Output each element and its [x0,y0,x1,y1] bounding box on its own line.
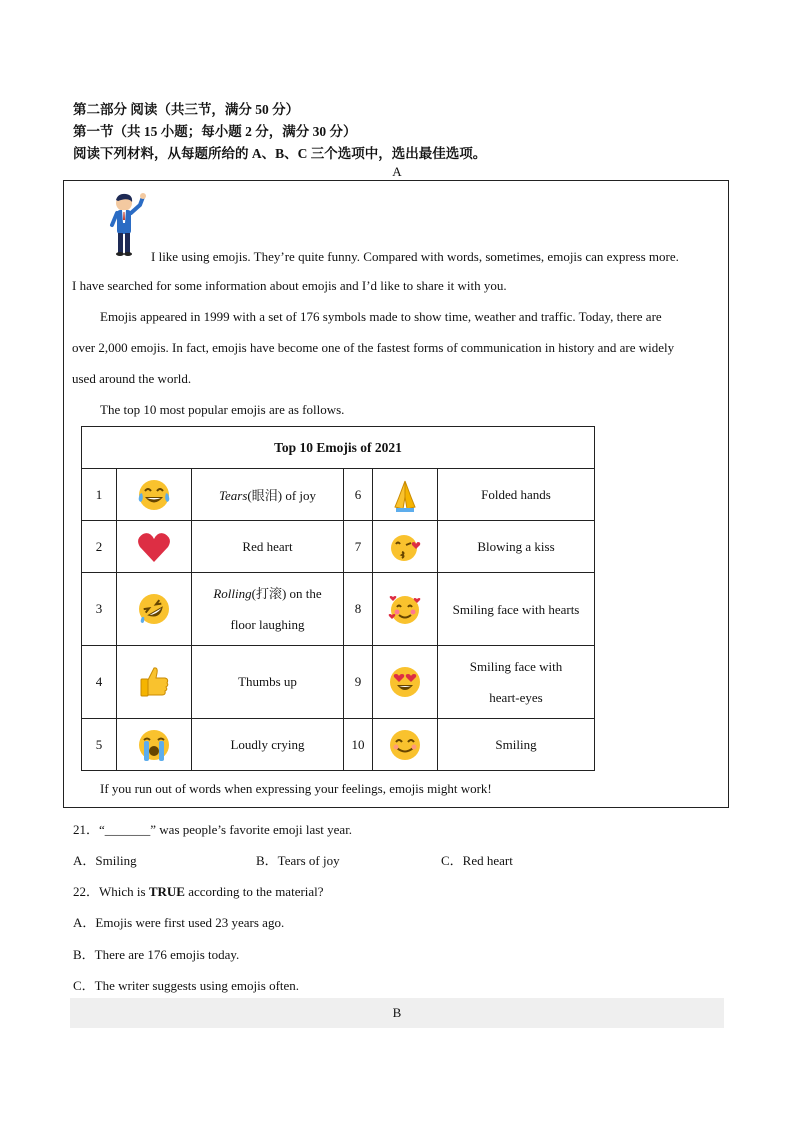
rank-cell: 6 [344,469,373,521]
rank-cell: 3 [82,573,117,646]
question-21-stem: 21．“_______” was people’s favorite emoji last year. [73,822,353,837]
para2-line1: Emojis appeared in 1999 with a set of 176 symbols made to show time, weather and traffic. Today, there are [100,309,662,324]
emoji-name-cell: Red heart [192,521,344,573]
emoji-name-cell: Smiling [438,719,595,771]
section-heading: 第一节（共 15 小题；每小题 2 分，满分 30 分） [73,124,357,139]
top-emojis-table [81,426,595,771]
table-caption: Top 10 Emojis of 2021 [82,427,595,469]
icon-cell [373,521,438,573]
rank-cell: 9 [344,646,373,719]
rank-cell: 7 [344,521,373,573]
loudly-crying-icon [136,727,172,763]
rank-cell: 10 [344,719,373,771]
icon-cell [373,469,438,521]
q21-option-b[interactable]: B．Tears of joy [256,853,340,868]
emoji-name-cell: Smiling face with hearts [438,573,595,646]
stem-post: according to the material? [184,884,324,899]
icon-cell [117,573,192,646]
rolling-floor-laughing-icon [136,591,172,627]
name-rest: (眼泪) of joy [247,488,317,503]
table-row [82,719,595,771]
emoji-name-cell [192,573,344,646]
passage-a-letter: A [392,164,402,179]
icon-cell [373,646,438,719]
tears-of-joy-icon [136,477,172,513]
part-heading: 第二部分 阅读（共三节，满分 50 分） [73,102,300,117]
icon-cell [117,521,192,573]
q22-option-c[interactable]: C．The writer suggests using emojis often. [73,978,300,993]
para1-line2: I have searched for some information about emojis and I’d like to share it with you. [72,278,507,293]
q22-option-a[interactable]: A．Emojis were first used 23 years ago. [73,915,285,930]
q21-option-c[interactable]: C．Red heart [441,853,513,868]
thumbs-up-icon [136,664,172,700]
q22-option-b[interactable]: B．There are 176 emojis today. [73,947,240,962]
smiling-face-hearts-icon [387,591,423,627]
icon-cell [117,719,192,771]
rank-cell: 5 [82,719,117,771]
emoji-name-cell [192,469,344,521]
passage-a-box [63,180,729,808]
q21-option-a[interactable]: A．Smiling [73,853,137,868]
icon-cell [373,719,438,771]
closing-line: If you run out of words when expressing your feelings, emojis might work! [100,781,492,796]
passage-b-letter: B [70,998,724,1028]
rank-cell: 8 [344,573,373,646]
table-row [82,521,595,573]
blowing-kiss-icon [387,529,423,565]
stem-pre: 22．Which is [73,884,149,899]
stem-bold: TRUE [148,884,185,899]
rank-cell: 2 [82,521,117,573]
para1-line1: I like using emojis. They’re quite funny. Compared with words, sometimes, emojis can express more. [151,249,679,264]
table-row [82,469,595,521]
para3: The top 10 most popular emojis are as follows. [100,402,345,417]
heart-eyes-icon [387,664,423,700]
emoji-name-cell [438,646,595,719]
icon-cell [117,646,192,719]
name-italic: Tears [218,488,248,503]
cartoon-man-figure [104,191,150,259]
name-line2: heart-eyes [489,690,543,705]
emoji-name-cell: Loudly crying [192,719,344,771]
instruction-heading: 阅读下列材料，从每题所给的 A、B、C 三个选项中，选出最佳选项。 [73,146,487,161]
rank-cell: 4 [82,646,117,719]
name-line1: Smiling face with [469,659,563,674]
question-22-stem [73,881,324,900]
para2-line2: over 2,000 emojis. In fact, emojis have become one of the fastest forms of communication in history and are widely [72,340,675,355]
table-row [82,573,595,646]
name-line2: floor laughing [230,617,305,632]
name-rest: (打滚) on the [251,586,322,601]
name-line1 [192,578,343,609]
red-heart-icon [136,529,172,565]
emoji-name-cell: Thumbs up [192,646,344,719]
icon-cell [117,469,192,521]
smiling-icon [387,727,423,763]
icon-cell [373,573,438,646]
name-italic: Rolling [213,586,252,601]
emoji-name-cell: Folded hands [438,469,595,521]
table-row [82,646,595,719]
rank-cell: 1 [82,469,117,521]
folded-hands-icon [387,477,423,513]
emoji-name-cell: Blowing a kiss [438,521,595,573]
para2-line3: used around the world. [72,371,192,386]
